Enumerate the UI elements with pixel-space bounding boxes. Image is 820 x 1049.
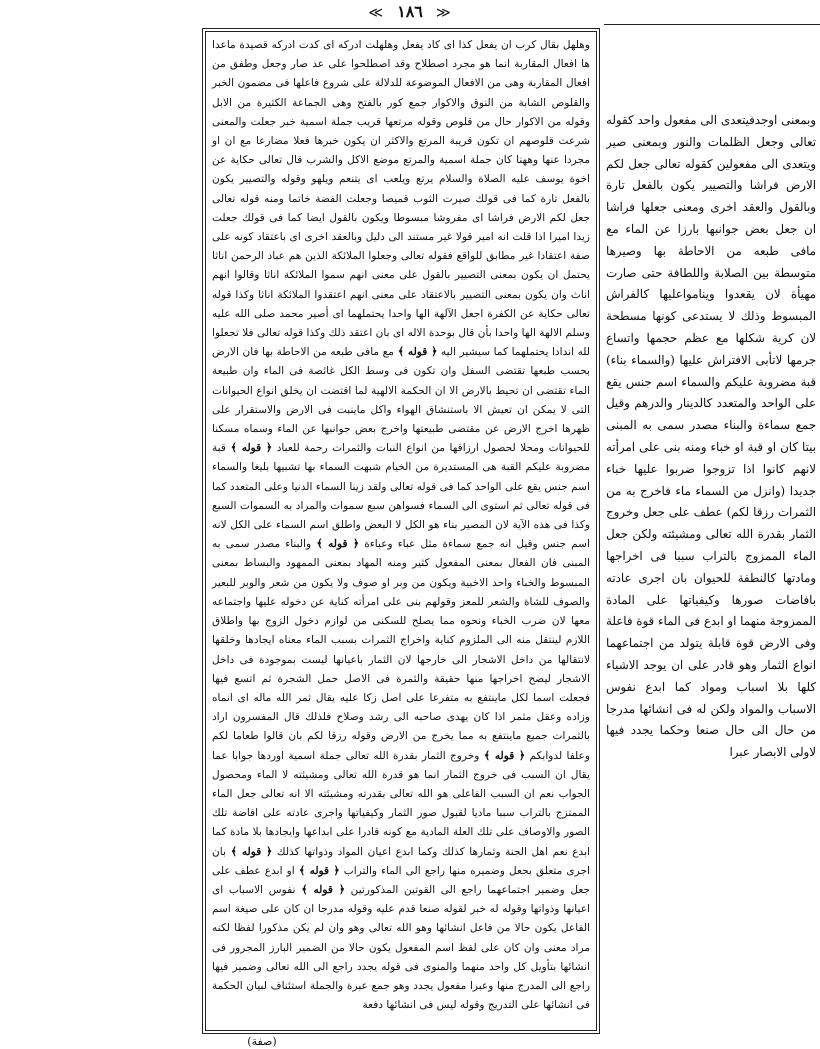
keyword-qawluhu: ﴿ قوله ﴾ — [311, 538, 360, 551]
ornament-right: ≫ — [435, 5, 452, 21]
commentary-passage: والبناء مصدر سمى به المبنى فان الفعال بمعنى المفعول كثير ومنه المهاد بمعنى الممهود والبساط بمعنى المبسوط والخباء واحد الاخبية ويكون من وبر او صوف ولا يكون من شعر والوبر للبعير والصوف للشاة والشعر للمعز وقولهم بنى على امرأته كناية عن دخوله عليها واجتماعه معها لان ضرب الخباء ونحوه مما يصلح للسكنى من لوازم دخول الزوج بها واطلاق اللازم لينتقل منه الى الملزوم كناية واخراج الثمرات بسبب الماء معناه ايجادها وخلقها لانتقالها من داخل الاشجار الى خارجها لان الثمار باعيانها ليست بموجودة فى داخل الاشجار ليصح اخراجها منها حقيقة والثمرة فى الاصل حمل الشجرة ثم اتسع فيها فجعلت اسما لكل ماينتفع به متفرعا على اصل زكا عليه يقال ثمر الله ماله اى انماه وزاده وعقل مثمر اذا كان يهدى صاحبه الى رشد وصلاح فلذلك قال المفسرون اراد بالثمرات جميع ماينتفع به مما يخرج من الارض وقوله رزقا لكم بان قالوا طعاما لكم وعلفا لدوابكم — [212, 538, 590, 762]
commentary-passage: نفوس الاسباب اى اعيانها وذواتها وقوله له خبر لقوله صنعا قدم عليه وقوله مدرجا ان كان على صيغة اسم الفاعل يكون حالا من فاعل انشائها وهو الله تعالى وهو وان لم يكن مذكورا لفظا لكنه مراد معنى وان كان على لفظ اسم المفعول يكون حالا من الضمير البارز المجرور فى انشائها بتأويل كل واحد منهما والمنوى فى قوله يجدد راجع الى الله تعالى وضمير فيها راجع الى المدرج منها وعبرا مفعول يجدد وهو جمع عبرة والجملة استئناف لبيان الحكمة فى انشائها على التدريج وقوله ليس فى انشائها دفعة — [212, 883, 590, 1012]
commentary-passage: وخروج الثمار بقدرة الله تعالى جملة اسمية اوردها جوابا عما يقال ان السبب فى خروج الثمار انما هو قدرة الله تعالى ومشيئته لا الماء ومحصول الجواب نعم ان السبب الفاعلى هو الله تعالى بقدرته ومشيئته الا انه تعالى جعل الماء الممتزج بالتراب سببا ماديا لقبول صور الثمار وكيفياتها واجرى عادته على افاضة تلك الصور والاوصاف على تلك العلة المادية مع كونه قادرا على ابداعها وايجادها بلا مادة كما ابدع نعم اهل الجنة وثمارها كذلك وكما ابدع اعيان المواد وذواتها كذلك — [212, 749, 590, 858]
keyword-qawluhu: ﴿ قوله ﴾ — [225, 845, 273, 858]
commentary-passage: قبة مضروبة عليكم القبة هى المستديرة من الخيام شبهت السماء بها تشبيها بليغا والسماء اسم جنس يقع على الواحد كما فى قوله تعالى ولقد زينا السماء الدنيا وعلى المتعدد كما فى قوله تعالى ثم استوى الى السماء فسواهن سبع سموات والمراد به السموات السبع وكذا فى هذه الآية لان المصير بناء هو الكل لا البعض واطلق اسم السماء على الكل لانه اسم جنس وقيل انه جمع سماءة مثل عباء وعباءة — [212, 442, 590, 551]
commentary-passage: او ابدع عطف على جعل وضمير اجتماعهما راجع الى القوتين المذكورتين — [212, 864, 590, 896]
page-header — [0, 2, 820, 24]
margin-text-body: وبمعنى اوجدفيتعدى الى مفعول واحد كقوله تعالى وجعل الظلمات والنور وبمعنى صير ويتعدى الى مفعولين كقوله تعالى جعل لكم الارض فراشا والتصيير يكون بالفعل تارة وبالقول والعقد اخرى ومعنى جعلها فراشا ان جعل بعض جوانبها بارزا عن الماء مع مافى طبعه من الاحاطة بها وصيرها متوسطة بين الصلابة واللطافة حتى صارت مهيأة لان يقعدوا وينامواعليها كالفراش المبسوط وذلك لا يستدعى كونها مسطحة لان كرية شكلها مع عظم حجمها واتساع جرمها لاتأبى الافتراش عليها (والسماء بناء) قبة مضروبة عليكم والسماء اسم جنس يقع على الواحد والمتعدد كالدينار والدرهم وقيل جمع سماءة والبناء مصدر سمى به المبنى بيتا كان او قبة او خباء ومنه بنى على امرأته لانهم كانوا اذا تزوجوا ضربوا عليها خباء جديدا (وانزل من السماء ماء فاخرج به من الثمرات رزقا لكم) عطف على جعل وخروج الثمار بقدرة الله تعالى ومشيئته ولكن جعل الماء الممزوج بالتراب سببا فى اخراجها ومادتها كالنطفة للحيوان بان اجرى عادته بافاضات صورها وكيفياتها على المادة الممزوجة منهما او ابدع فى الماء قوة فاعلة وفى الارض قوة قابلة يتولد من اجتماعهما انواع الثمار وهو قادر على ان يوجد الاشياء كلها بلا اسباب ومواد كما ابدع نفوس الاسباب والمواد ولكن له فى انشائها مدرجا من حال الى حال صنعا وحكما يجدد فيها لاولى الابصار عبرا — [606, 113, 816, 760]
commentary-passage: مع مافى طبعه من الاحاطة بها فان الارض بحسب طبعها تقتضى السفل وان تكون فى وسط الكل غائصة فى الماء وان طبيعة الماء تقتضى ان تحيط بالارض الا ان الحكمة الالهية لما اقتضت ان يخلق انواع الحيوانات التى لا يمكن ان تعيش الا باستنشاق الهواء واكل ماينبت فى الارض والاستقرار على ظهرها اخرج الارض عن مقتضى طبيعتها واخرج بعض جوانبها عن الماء وسماه مسكنا للحيوانات ومحلا لحصول ارزاقها من انواع النبات والثمرات رحمة للعباد — [212, 346, 590, 455]
keyword-qawluhu: ﴿ قوله ﴾ — [294, 864, 340, 877]
margin-text-column — [606, 110, 816, 870]
page-number: ١٨٦ — [397, 2, 423, 21]
main-text-inner-frame — [205, 31, 597, 1031]
keyword-qawluhu: ﴿ قوله ﴾ — [295, 883, 346, 896]
ornament-left: ≪ — [368, 5, 385, 21]
catchword: (صفة) — [247, 1035, 277, 1048]
header-rule — [604, 24, 820, 25]
commentary-passage: وهلهل بقال كرب ان يفعل كذا اى كاد يفعل وهلهلت ادركه اى كدت ادركه قصيدة ماعدا ها افعال المقاربة انما هو مجرد اصطلاح وقد اصطلحوا على عد صار وجعل وطفق من افعال المقاربة وهى من الافعال الموضوعة للدلالة على شروع فاعلها فى مضمون الخبر والقلوص الشابة من النوق والاكوار جمع كور بالفتح وهى الجماعة الكثيرة من الابل وقوله من الاكوار حال من قلوص وقوله مرتعها قريب جملة اسمية خبر جعلت والمعنى شرعت قلوصهم ان تكون قريبة المرتع والاكثر ان يكون خبرها فعلا مضارعا مع ان او مجردا عنها وههنا كان جملة اسمية والمرتع موضع الاكل والشرب قال تعالى حكاية عن اخوة يوسف عليه الصلاة والسلام يرتع ويلعب اى يتنعم ويلهو وقوله والتصيير يكون بالفعل تارة كما فى قولك صيرت الثوب قميصا وجعلت الفضة خاتما ومنه قوله تعالى جعل لكم الارض فراشا اى مفروشا مبسوطا ويكون بالقول ايضا كما فى قولك جعلت زيدا اميرا اذا قلت انه امير قولا غير مستند الى دليل وبالعقد اخرى اى باعتقاد كونه على صفة اعتقادا غير مطابق للواقع فقوله تعالى وجعلوا الملائكة الذين هم عباد الرحمن اناثا يحتمل ان يكون بمعنى التصيير بالقول على معنى انهم سموا الملائكة اناثا وقالوا انهم اناث وان يكون بمعنى التصيير بالاعتقاد على معنى انهم اعتقدوا الملائكة اناثا وكذا قوله تعالى حكاية عن الكفرة اجعل الآلهة الها واحدا يحتملهما اى أصير محمد صلى الله عليه وسلم الالهة الها واحدا بأن قال بوحدة الاله اى بان اعتقد ذلك وكذا قوله تعالى فلا تجعلوا لله اندادا يحتملهما كما سيشير اليه — [212, 39, 590, 359]
main-text-frame — [202, 28, 600, 1034]
commentary-passage: بان اجرى متعلق بجعل وضميره منها راجع الى الماء والتراب — [212, 845, 590, 877]
keyword-qawluhu: ﴿ قوله ﴾ — [225, 442, 273, 455]
keyword-qawluhu: ﴿ قوله ﴾ — [479, 749, 526, 762]
main-text-body — [212, 36, 590, 1015]
keyword-qawluhu: ﴿ قوله ﴾ — [393, 346, 438, 359]
